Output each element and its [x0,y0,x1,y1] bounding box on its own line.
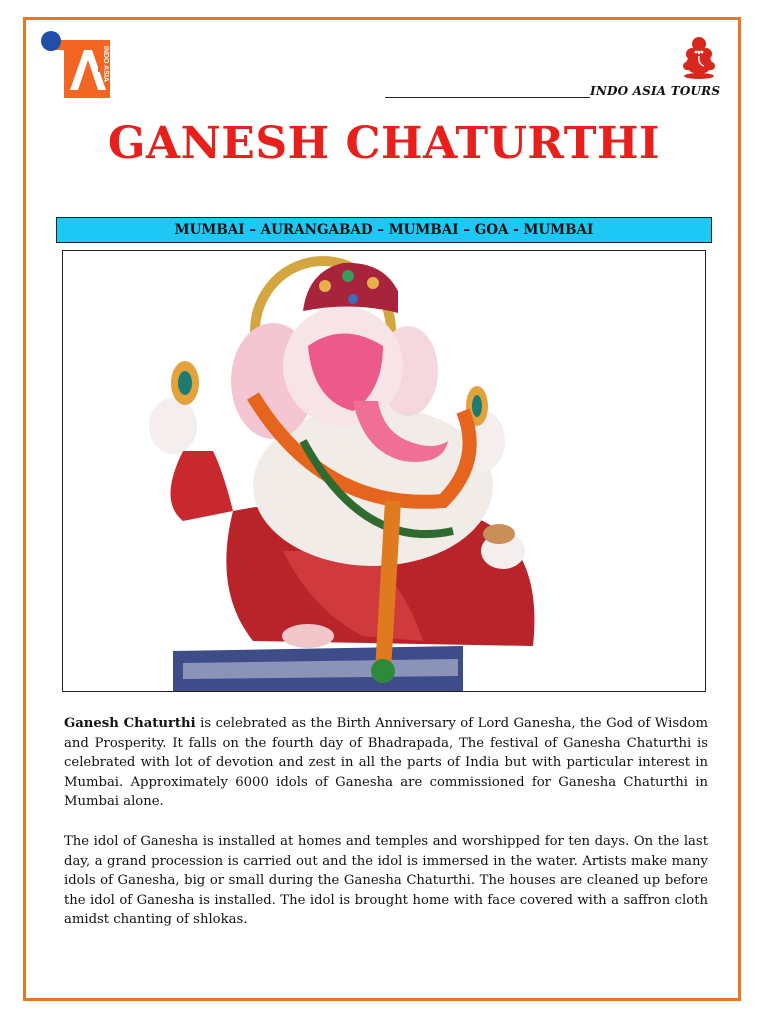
paragraph-idol: The idol of Ganesha is installed at homes and temples and worshipped for ten days. On the last day, a grand procession is carried out and the idol is immersed in the water. Artists make many idols of Ganesha, big or small during the Ganesha Chaturthi. The houses are cleaned up before the idol of Ganesha is installed. The idol is brought home with face covered with a saffron cloth amidst chanting of shlokas. [64,834,708,928]
paragraph-intro [64,714,708,812]
ganesha-emblem-icon [680,34,718,80]
paragraph-intro-lead: Ganesh Chaturthi [64,716,196,731]
page-title: GANESH CHATURTHI [107,118,661,169]
ganesha-idol-photo [62,250,706,692]
paragraph-intro-text: is celebrated as the Birth Anniversary of Lord Ganesha, the God of Wisdom and Prosperity. It falls on the fourth day of Bhadrapada, The festival of Ganesha Chaturthi is celebrated with lot of devotion and zest in all the parts of India but with particular interest in Mumbai. Approximately 6000 idols of Ganesha are commissioned for Ganesha Chaturthi in Mumbai alone. [64,716,708,810]
svg-text:INDO ASIA: INDO ASIA [102,46,109,82]
indo-asia-logo-icon [40,30,112,100]
route-banner: MUMBAI – AURANGABAD – MUMBAI – GOA - MUMBAI [56,217,712,243]
tagline: INDO ASIA TOURS [590,84,721,98]
ganesha-idol-icon [63,251,705,691]
tagline-rule [385,97,590,98]
